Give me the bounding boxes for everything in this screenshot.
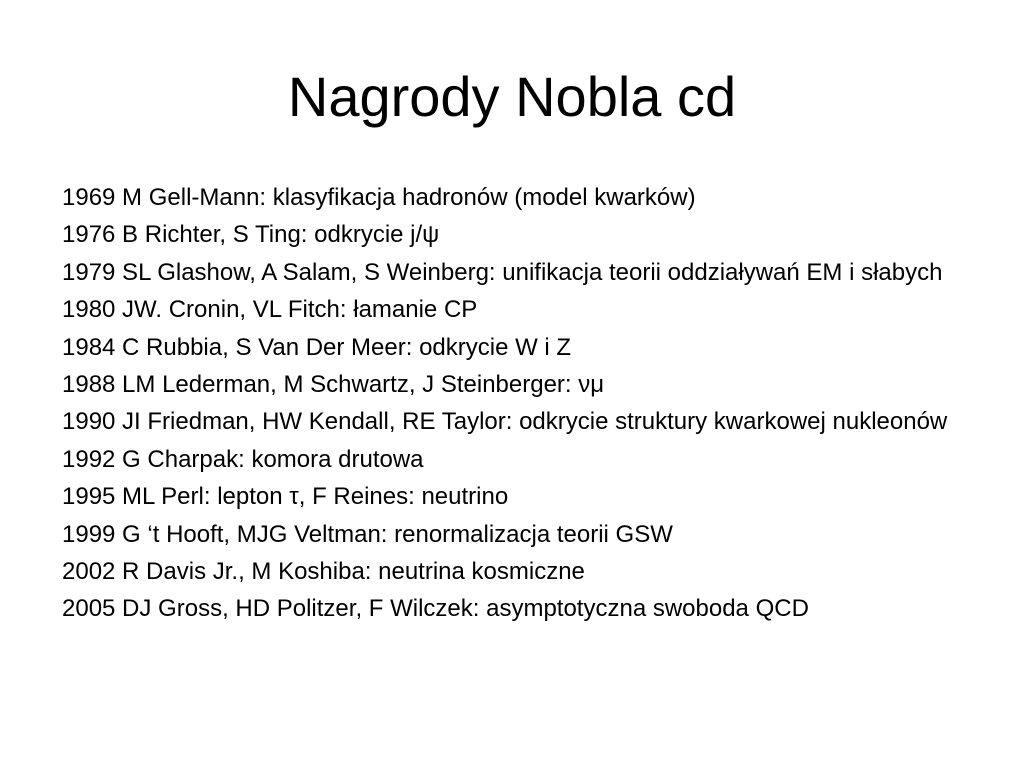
list-item: 1988 LM Lederman, M Schwartz, J Steinberger: νμ [62, 370, 605, 398]
list-item: 2005 DJ Gross, HD Politzer, F Wilczek: asymptotyczna swoboda QCD [62, 595, 809, 623]
list-item: 1980 JW. Cronin, VL Fitch: łamanie CP [62, 296, 478, 324]
list-item: 1969 M Gell-Mann: klasyfikacja hadronów (model kwarków) [62, 184, 696, 211]
slide-title: Nagrody Nobla cd [287, 65, 737, 128]
list-item: 1995 ML Perl: lepton τ, F Reines: neutrino [62, 483, 509, 511]
list-item: 1992 G Charpak: komora drutowa [62, 445, 424, 473]
list-item: 2002 R Davis Jr., M Koshiba: neutrina kosmiczne [62, 557, 585, 585]
list-item: 1990 JI Friedman, HW Kendall, RE Taylor: odkrycie struktury kwarkowej nukleonów [62, 408, 948, 436]
list-item: 1976 B Richter, S Ting: odkrycie j/ψ [62, 221, 440, 249]
nobel-prize-list [62, 183, 992, 632]
list-item: 1984 C Rubbia, S Van Der Meer: odkrycie W i Z [62, 333, 572, 361]
list-item: 1979 SL Glashow, A Salam, S Weinberg: unifikacja teorii oddziaływań EM i słabych [62, 258, 943, 286]
list-item: 1999 G ‘t Hooft, MJG Veltman: renormalizacja teorii GSW [62, 520, 673, 548]
